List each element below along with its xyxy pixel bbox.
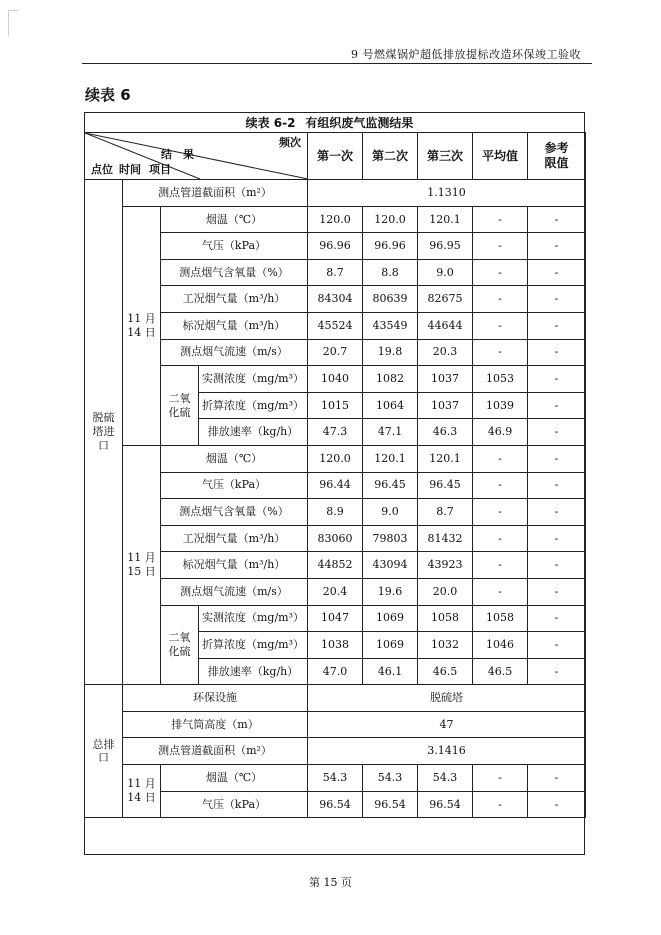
data-row <box>85 233 586 260</box>
corner-label-result: 结 果 <box>161 148 194 161</box>
scan-edge-mark <box>8 10 18 11</box>
value-cell: 46.3 <box>418 419 473 446</box>
caption-number: 续表 6-2 <box>245 116 296 130</box>
data-row <box>85 791 586 818</box>
value-cell: - <box>528 552 586 579</box>
value-cell: 1037 <box>418 392 473 419</box>
value-cell: - <box>473 525 528 552</box>
value-cell: 120.0 <box>308 206 363 233</box>
value-cell: - <box>528 206 586 233</box>
value-cell: 1069 <box>363 632 418 659</box>
value-cell: - <box>528 259 586 286</box>
value-cell: 47.1 <box>363 419 418 446</box>
value-cell: 47.3 <box>308 419 363 446</box>
item-label: 折算浓度（mg/m³） <box>199 632 308 659</box>
value-cell: 120.1 <box>363 445 418 472</box>
item-label: 环保设施 <box>123 685 308 712</box>
value-cell: 96.95 <box>418 233 473 260</box>
item-label: 气压（kPa） <box>161 472 308 499</box>
column-header: 第一次 <box>308 133 363 180</box>
column-header: 第二次 <box>363 133 418 180</box>
item-label: 测点管道截面积（m²） <box>123 738 308 765</box>
value-cell: - <box>473 233 528 260</box>
item-label: 标况烟气量（m³/h） <box>161 552 308 579</box>
so2-group-cell: 二氧 化硫 <box>161 366 199 446</box>
value-cell: 54.3 <box>308 765 363 792</box>
data-row <box>85 525 586 552</box>
value-cell: 120.1 <box>418 206 473 233</box>
item-label: 测点烟气含氧量（%） <box>161 259 308 286</box>
value-cell: 43549 <box>363 312 418 339</box>
value-cell: 120.0 <box>363 206 418 233</box>
value-cell: - <box>473 791 528 818</box>
value-cell: 44852 <box>308 552 363 579</box>
value-cell: 45524 <box>308 312 363 339</box>
value-cell: 9.0 <box>363 499 418 526</box>
location-cell: 总排 口 <box>85 685 123 818</box>
value-cell: 80639 <box>363 286 418 313</box>
item-label: 排放速率（kg/h） <box>199 658 308 685</box>
table-caption <box>84 114 585 131</box>
date-cell: 11 月 14 日 <box>123 206 161 445</box>
header-row <box>85 133 586 180</box>
value-cell: - <box>473 206 528 233</box>
header-rule <box>82 63 592 64</box>
value-cell: 44644 <box>418 312 473 339</box>
area-row <box>85 738 586 765</box>
value-cell: - <box>473 472 528 499</box>
value-cell: 43923 <box>418 552 473 579</box>
value-cell: 1032 <box>418 632 473 659</box>
data-row <box>85 312 586 339</box>
value-cell: - <box>473 259 528 286</box>
value-cell: 1015 <box>308 392 363 419</box>
value-cell: 8.9 <box>308 499 363 526</box>
value-cell: - <box>473 339 528 366</box>
value-cell: - <box>528 525 586 552</box>
merged-value: 3.1416 <box>308 738 586 765</box>
value-cell: - <box>528 366 586 393</box>
value-cell: 19.8 <box>363 339 418 366</box>
value-cell: - <box>528 632 586 659</box>
data-row <box>85 499 586 526</box>
data-row <box>85 206 586 233</box>
value-cell: 1039 <box>473 392 528 419</box>
caption-text: 有组织废气监测结果 <box>305 116 414 130</box>
value-cell: 84304 <box>308 286 363 313</box>
item-label: 工况烟气量（m³/h） <box>161 525 308 552</box>
value-cell: - <box>528 339 586 366</box>
value-cell: 83060 <box>308 525 363 552</box>
value-cell: - <box>473 552 528 579</box>
value-cell: 46.1 <box>363 658 418 685</box>
value-cell: 20.7 <box>308 339 363 366</box>
corner-label-loc: 点位 <box>91 163 113 176</box>
page-number: 第 15 页 <box>309 876 352 889</box>
value-cell: 96.45 <box>363 472 418 499</box>
scan-edge-mark <box>8 10 9 36</box>
value-cell: - <box>528 312 586 339</box>
value-cell: 54.3 <box>418 765 473 792</box>
item-label: 烟温（℃） <box>161 206 308 233</box>
data-row <box>85 286 586 313</box>
column-header: 第三次 <box>418 133 473 180</box>
date-cell: 11 月 15 日 <box>123 445 161 684</box>
value-cell: - <box>528 578 586 605</box>
item-label: 测点烟气流速（m/s） <box>161 339 308 366</box>
value-cell: - <box>528 791 586 818</box>
item-label: 实测浓度（mg/m³） <box>199 605 308 632</box>
value-cell: 96.96 <box>363 233 418 260</box>
value-cell: - <box>528 233 586 260</box>
value-cell: - <box>528 658 586 685</box>
value-cell: 8.8 <box>363 259 418 286</box>
value-cell: 8.7 <box>418 499 473 526</box>
item-label: 气压（kPa） <box>161 233 308 260</box>
value-cell: 96.44 <box>308 472 363 499</box>
value-cell: - <box>528 392 586 419</box>
value-cell: 96.54 <box>308 791 363 818</box>
item-label: 气压（kPa） <box>161 791 308 818</box>
item-label: 测点烟气流速（m/s） <box>161 578 308 605</box>
corner-label-item: 项目 <box>149 163 171 176</box>
item-label: 烟温（℃） <box>161 765 308 792</box>
value-cell: 82675 <box>418 286 473 313</box>
running-header: 9 号燃煤锅炉超低排放提标改造环保竣工验收 <box>351 48 581 61</box>
value-cell: 120.0 <box>308 445 363 472</box>
value-cell: 1069 <box>363 605 418 632</box>
item-label: 折算浓度（mg/m³） <box>199 392 308 419</box>
value-cell: 1037 <box>418 366 473 393</box>
value-cell: 46.5 <box>473 658 528 685</box>
merged-value: 47 <box>308 711 586 738</box>
item-label: 工况烟气量（m³/h） <box>161 286 308 313</box>
location-cell <box>85 180 123 685</box>
value-cell: - <box>528 765 586 792</box>
value-cell: - <box>473 765 528 792</box>
value-cell: 1082 <box>363 366 418 393</box>
value-cell: 20.4 <box>308 578 363 605</box>
value-cell: 43094 <box>363 552 418 579</box>
item-label: 测点烟气含氧量（%） <box>161 499 308 526</box>
value-cell: 47.0 <box>308 658 363 685</box>
value-cell: 20.3 <box>418 339 473 366</box>
corner-header-cell <box>85 133 308 180</box>
value-cell: 96.96 <box>308 233 363 260</box>
data-row <box>85 472 586 499</box>
item-label: 实测浓度（mg/m³） <box>199 366 308 393</box>
value-cell: 19.6 <box>363 578 418 605</box>
value-cell: 46.9 <box>473 419 528 446</box>
value-cell: 1053 <box>473 366 528 393</box>
value-cell: 9.0 <box>418 259 473 286</box>
value-cell: 1047 <box>308 605 363 632</box>
value-cell: - <box>473 312 528 339</box>
value-cell: 1040 <box>308 366 363 393</box>
merged-value: 脱硫塔 <box>308 685 586 712</box>
value-cell: - <box>473 445 528 472</box>
date-cell: 11 月 14 日 <box>123 765 161 818</box>
value-cell: 54.3 <box>363 765 418 792</box>
item-label: 测点管道截面积（m²） <box>123 180 308 207</box>
stack-row <box>85 711 586 738</box>
location-label: 脱硫 塔进 口 <box>92 410 115 453</box>
value-cell: - <box>473 499 528 526</box>
data-row <box>85 578 586 605</box>
value-cell: 120.1 <box>418 445 473 472</box>
value-cell: - <box>528 419 586 446</box>
value-cell: - <box>528 605 586 632</box>
value-cell: 96.54 <box>363 791 418 818</box>
value-cell: 81432 <box>418 525 473 552</box>
value-cell: - <box>528 472 586 499</box>
corner-label-freq: 频次 <box>279 136 301 149</box>
monitoring-results-table <box>84 132 586 818</box>
value-cell: 79803 <box>363 525 418 552</box>
value-cell: 8.7 <box>308 259 363 286</box>
value-cell: 96.45 <box>418 472 473 499</box>
value-cell: 1058 <box>473 605 528 632</box>
value-cell: - <box>528 499 586 526</box>
value-cell: 1064 <box>363 392 418 419</box>
data-row <box>85 445 586 472</box>
value-cell: 1046 <box>473 632 528 659</box>
column-header: 参考 限值 <box>528 133 586 180</box>
data-row <box>85 259 586 286</box>
data-row <box>85 366 586 393</box>
continued-table-title: 续表 6 <box>85 86 131 104</box>
item-label: 标况烟气量（m³/h） <box>161 312 308 339</box>
value-cell: 46.5 <box>418 658 473 685</box>
value-cell: 1058 <box>418 605 473 632</box>
value-cell: - <box>473 286 528 313</box>
data-row <box>85 339 586 366</box>
column-header: 平均值 <box>473 133 528 180</box>
value-cell: - <box>528 445 586 472</box>
value-cell: - <box>473 578 528 605</box>
area-row <box>85 180 586 207</box>
so2-group-cell: 二氧 化硫 <box>161 605 199 685</box>
data-row <box>85 765 586 792</box>
corner-label-time: 时间 <box>119 163 141 176</box>
value-cell: 20.0 <box>418 578 473 605</box>
item-label: 烟温（℃） <box>161 445 308 472</box>
item-label: 排放速率（kg/h） <box>199 419 308 446</box>
data-row <box>85 552 586 579</box>
env-row <box>85 685 586 712</box>
value-cell: 96.54 <box>418 791 473 818</box>
data-row <box>85 605 586 632</box>
corner-diagonal <box>85 133 307 179</box>
item-label: 排气筒高度（m） <box>123 711 308 738</box>
value-cell: 1038 <box>308 632 363 659</box>
value-cell: - <box>528 286 586 313</box>
merged-value: 1.1310 <box>308 180 586 207</box>
